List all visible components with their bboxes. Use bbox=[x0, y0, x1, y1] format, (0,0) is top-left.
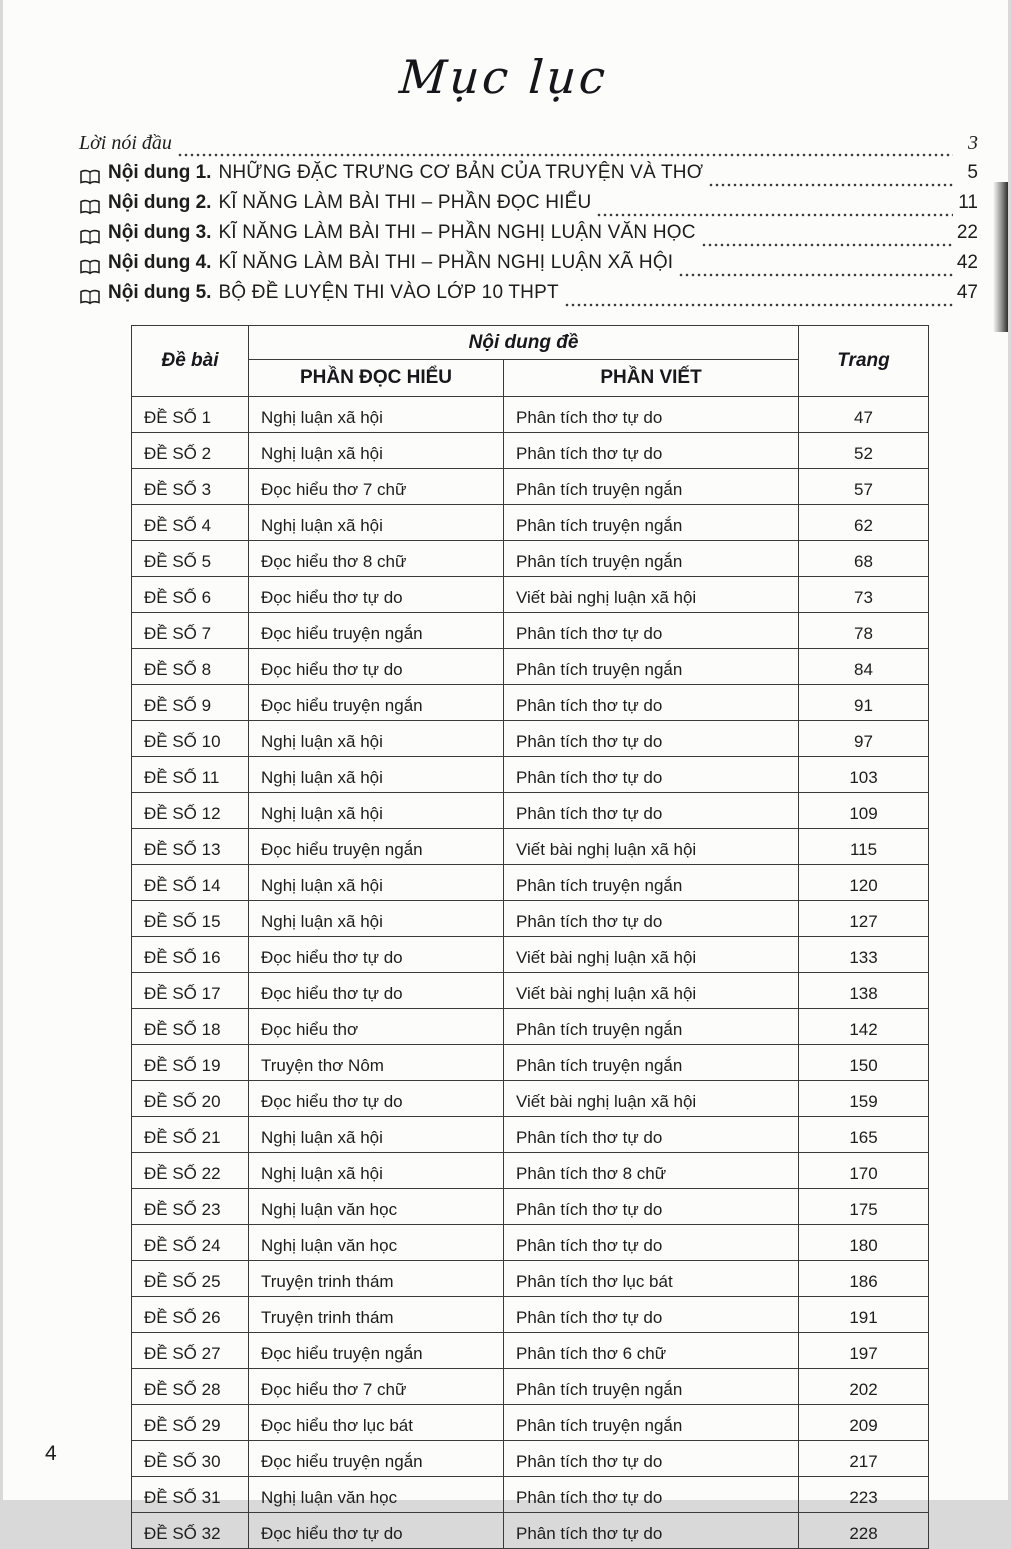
table-row bbox=[132, 793, 929, 829]
cell-de-so: ĐỀ SỐ 5 bbox=[132, 541, 249, 577]
cell-de-so: ĐỀ SỐ 3 bbox=[132, 469, 249, 505]
cell-phan-viet: Viết bài nghị luận xã hội bbox=[504, 937, 799, 973]
cell-phan-doc-hieu: Nghị luận xã hội bbox=[249, 505, 504, 541]
book-icon bbox=[79, 169, 103, 186]
cell-trang: 209 bbox=[799, 1405, 929, 1441]
cell-de-so: ĐỀ SỐ 26 bbox=[132, 1297, 249, 1333]
scan-edge-artifact bbox=[993, 182, 1008, 332]
table-row bbox=[132, 1225, 929, 1261]
cell-de-so: ĐỀ SỐ 32 bbox=[132, 1513, 249, 1549]
cell-phan-doc-hieu: Nghị luận xã hội bbox=[249, 397, 504, 433]
cell-phan-doc-hieu: Nghị luận xã hội bbox=[249, 865, 504, 901]
cell-trang: 103 bbox=[799, 757, 929, 793]
table-row bbox=[132, 1261, 929, 1297]
cell-trang: 228 bbox=[799, 1513, 929, 1549]
cell-phan-doc-hieu: Đọc hiểu thơ tự do bbox=[249, 973, 504, 1009]
table-row bbox=[132, 433, 929, 469]
cell-de-so: ĐỀ SỐ 22 bbox=[132, 1153, 249, 1189]
cell-de-so: ĐỀ SỐ 8 bbox=[132, 649, 249, 685]
dot-leader bbox=[564, 302, 953, 308]
toc-table-body bbox=[132, 397, 929, 1549]
header-noi-dung-de: Nội dung đề bbox=[249, 326, 799, 360]
cell-phan-doc-hieu: Đọc hiểu thơ 7 chữ bbox=[249, 469, 504, 505]
cell-phan-viet: Phân tích thơ lục bát bbox=[504, 1261, 799, 1297]
cell-phan-viet: Phân tích truyện ngắn bbox=[504, 649, 799, 685]
table-row bbox=[132, 541, 929, 577]
toc-entry-label: KĨ NĂNG LÀM BÀI THI – PHẦN NGHỊ LUẬN VĂN HỌC bbox=[218, 222, 696, 243]
cell-de-so: ĐỀ SỐ 6 bbox=[132, 577, 249, 613]
table-row bbox=[132, 577, 929, 613]
cell-phan-doc-hieu: Đọc hiểu thơ bbox=[249, 1009, 504, 1045]
cell-phan-viet: Phân tích truyện ngắn bbox=[504, 1009, 799, 1045]
cell-de-so: ĐỀ SỐ 28 bbox=[132, 1369, 249, 1405]
table-row bbox=[132, 397, 929, 433]
cell-phan-viet: Phân tích truyện ngắn bbox=[504, 505, 799, 541]
toc-entry-page: 11 bbox=[958, 192, 978, 213]
toc-entry-prefix: Nội dung 3. bbox=[108, 222, 212, 243]
toc-entry bbox=[79, 252, 978, 282]
table-row bbox=[132, 1513, 929, 1549]
cell-trang: 97 bbox=[799, 721, 929, 757]
cell-de-so: ĐỀ SỐ 16 bbox=[132, 937, 249, 973]
toc-entry-label: KĨ NĂNG LÀM BÀI THI – PHẦN NGHỊ LUẬN XÃ HỘI bbox=[218, 252, 674, 273]
book-icon-glyph bbox=[79, 169, 101, 186]
cell-trang: 127 bbox=[799, 901, 929, 937]
cell-de-so: ĐỀ SỐ 21 bbox=[132, 1117, 249, 1153]
table-row bbox=[132, 469, 929, 505]
toc-entry-prefix: Nội dung 1. bbox=[108, 162, 212, 183]
table-row bbox=[132, 937, 929, 973]
toc-intro-label: Lời nói đầu bbox=[79, 132, 172, 154]
book-icon bbox=[79, 199, 103, 216]
cell-trang: 197 bbox=[799, 1333, 929, 1369]
cell-phan-doc-hieu: Đọc hiểu thơ 8 chữ bbox=[249, 541, 504, 577]
dot-leader bbox=[596, 212, 953, 218]
page-number: 4 bbox=[45, 1442, 57, 1465]
cell-phan-viet: Phân tích thơ tự do bbox=[504, 1117, 799, 1153]
cell-phan-doc-hieu: Đọc hiểu thơ tự do bbox=[249, 1081, 504, 1117]
cell-phan-doc-hieu: Nghị luận văn học bbox=[249, 1477, 504, 1513]
header-phan-doc-hieu: PHẦN ĐỌC HIỂU bbox=[249, 360, 504, 397]
cell-trang: 191 bbox=[799, 1297, 929, 1333]
cell-phan-doc-hieu: Đọc hiểu truyện ngắn bbox=[249, 613, 504, 649]
cell-phan-viet: Phân tích thơ tự do bbox=[504, 685, 799, 721]
dot-leader bbox=[678, 272, 953, 278]
cell-phan-doc-hieu: Nghị luận xã hội bbox=[249, 757, 504, 793]
cell-de-so: ĐỀ SỐ 24 bbox=[132, 1225, 249, 1261]
cell-trang: 115 bbox=[799, 829, 929, 865]
table-row bbox=[132, 829, 929, 865]
table-row bbox=[132, 1117, 929, 1153]
cell-phan-viet: Phân tích truyện ngắn bbox=[504, 1369, 799, 1405]
toc-entry-prefix: Nội dung 4. bbox=[108, 252, 212, 273]
book-page bbox=[3, 0, 1008, 1543]
cell-phan-viet: Viết bài nghị luận xã hội bbox=[504, 973, 799, 1009]
table-row bbox=[132, 1009, 929, 1045]
table-row bbox=[132, 901, 929, 937]
table-row bbox=[132, 1441, 929, 1477]
cell-de-so: ĐỀ SỐ 15 bbox=[132, 901, 249, 937]
cell-trang: 62 bbox=[799, 505, 929, 541]
cell-de-so: ĐỀ SỐ 14 bbox=[132, 865, 249, 901]
cell-de-so: ĐỀ SỐ 13 bbox=[132, 829, 249, 865]
cell-trang: 52 bbox=[799, 433, 929, 469]
cell-phan-viet: Viết bài nghị luận xã hội bbox=[504, 1081, 799, 1117]
cell-trang: 186 bbox=[799, 1261, 929, 1297]
toc-list bbox=[79, 132, 978, 312]
cell-phan-viet: Viết bài nghị luận xã hội bbox=[504, 577, 799, 613]
page-title: Mục lục bbox=[397, 50, 610, 104]
cell-phan-viet: Phân tích thơ tự do bbox=[504, 757, 799, 793]
table-row bbox=[132, 757, 929, 793]
header-trang: Trang bbox=[799, 326, 929, 397]
cell-phan-doc-hieu: Nghị luận xã hội bbox=[249, 1117, 504, 1153]
table-row bbox=[132, 685, 929, 721]
toc-entry bbox=[79, 162, 978, 192]
toc-entry bbox=[79, 282, 978, 312]
cell-de-so: ĐỀ SỐ 31 bbox=[132, 1477, 249, 1513]
cell-phan-doc-hieu: Nghị luận xã hội bbox=[249, 1153, 504, 1189]
table-row bbox=[132, 973, 929, 1009]
toc-entry-page: 42 bbox=[956, 252, 978, 273]
cell-phan-viet: Phân tích thơ tự do bbox=[504, 901, 799, 937]
table-row bbox=[132, 1153, 929, 1189]
cell-de-so: ĐỀ SỐ 10 bbox=[132, 721, 249, 757]
cell-phan-viet: Phân tích thơ tự do bbox=[504, 1513, 799, 1549]
cell-trang: 180 bbox=[799, 1225, 929, 1261]
cell-phan-viet: Phân tích thơ tự do bbox=[504, 1441, 799, 1477]
book-icon-glyph bbox=[79, 229, 101, 246]
table-row bbox=[132, 613, 929, 649]
toc-entry-label: KĨ NĂNG LÀM BÀI THI – PHẦN ĐỌC HIỂU bbox=[218, 192, 592, 213]
cell-phan-doc-hieu: Nghị luận xã hội bbox=[249, 433, 504, 469]
cell-phan-doc-hieu: Đọc hiểu thơ 7 chữ bbox=[249, 1369, 504, 1405]
table-row bbox=[132, 1405, 929, 1441]
cell-phan-doc-hieu: Nghị luận xã hội bbox=[249, 793, 504, 829]
cell-trang: 57 bbox=[799, 469, 929, 505]
cell-trang: 73 bbox=[799, 577, 929, 613]
cell-trang: 91 bbox=[799, 685, 929, 721]
cell-phan-doc-hieu: Nghị luận xã hội bbox=[249, 721, 504, 757]
cell-trang: 217 bbox=[799, 1441, 929, 1477]
cell-de-so: ĐỀ SỐ 27 bbox=[132, 1333, 249, 1369]
table-row bbox=[132, 1477, 929, 1513]
cell-de-so: ĐỀ SỐ 4 bbox=[132, 505, 249, 541]
cell-phan-viet: Phân tích thơ tự do bbox=[504, 433, 799, 469]
cell-trang: 165 bbox=[799, 1117, 929, 1153]
table-row bbox=[132, 1369, 929, 1405]
table-row bbox=[132, 1333, 929, 1369]
cell-phan-doc-hieu: Nghị luận xã hội bbox=[249, 901, 504, 937]
cell-de-so: ĐỀ SỐ 17 bbox=[132, 973, 249, 1009]
table-row bbox=[132, 1189, 929, 1225]
cell-trang: 133 bbox=[799, 937, 929, 973]
cell-phan-viet: Phân tích thơ tự do bbox=[504, 1297, 799, 1333]
cell-phan-viet: Phân tích thơ tự do bbox=[504, 397, 799, 433]
toc-entry bbox=[79, 222, 978, 252]
toc-table bbox=[131, 325, 929, 1549]
cell-de-so: ĐỀ SỐ 29 bbox=[132, 1405, 249, 1441]
book-icon bbox=[79, 289, 103, 306]
cell-de-so: ĐỀ SỐ 25 bbox=[132, 1261, 249, 1297]
cell-phan-doc-hieu: Đọc hiểu truyện ngắn bbox=[249, 685, 504, 721]
toc-entry bbox=[79, 192, 978, 222]
cell-phan-viet: Phân tích thơ tự do bbox=[504, 1225, 799, 1261]
cell-trang: 109 bbox=[799, 793, 929, 829]
cell-phan-viet: Phân tích thơ tự do bbox=[504, 1189, 799, 1225]
toc-entry-label: BỘ ĐỀ LUYỆN THI VÀO LỚP 10 THPT bbox=[218, 282, 559, 303]
toc-entry-prefix: Nội dung 5. bbox=[108, 282, 212, 303]
cell-phan-doc-hieu: Đọc hiểu truyện ngắn bbox=[249, 829, 504, 865]
dot-leader bbox=[177, 152, 953, 158]
cell-trang: 78 bbox=[799, 613, 929, 649]
toc-entry-prefix: Nội dung 2. bbox=[108, 192, 212, 213]
cell-phan-viet: Phân tích truyện ngắn bbox=[504, 1405, 799, 1441]
toc-entry-page: 47 bbox=[956, 282, 978, 303]
cell-phan-viet: Phân tích truyện ngắn bbox=[504, 469, 799, 505]
cell-phan-doc-hieu: Đọc hiểu thơ tự do bbox=[249, 649, 504, 685]
cell-trang: 47 bbox=[799, 397, 929, 433]
cell-de-so: ĐỀ SỐ 11 bbox=[132, 757, 249, 793]
cell-de-so: ĐỀ SỐ 1 bbox=[132, 397, 249, 433]
toc-intro-page: 3 bbox=[968, 132, 978, 154]
cell-trang: 170 bbox=[799, 1153, 929, 1189]
table-row bbox=[132, 865, 929, 901]
table-row bbox=[132, 1081, 929, 1117]
cell-phan-doc-hieu: Nghị luận văn học bbox=[249, 1225, 504, 1261]
cell-phan-doc-hieu: Đọc hiểu thơ tự do bbox=[249, 937, 504, 973]
book-icon-glyph bbox=[79, 289, 101, 306]
cell-trang: 138 bbox=[799, 973, 929, 1009]
cell-phan-doc-hieu: Đọc hiểu thơ tự do bbox=[249, 577, 504, 613]
cell-phan-doc-hieu: Truyện trinh thám bbox=[249, 1297, 504, 1333]
cell-phan-doc-hieu: Đọc hiểu truyện ngắn bbox=[249, 1441, 504, 1477]
table-row bbox=[132, 505, 929, 541]
cell-trang: 223 bbox=[799, 1477, 929, 1513]
cell-phan-viet: Phân tích thơ tự do bbox=[504, 721, 799, 757]
cell-de-so: ĐỀ SỐ 30 bbox=[132, 1441, 249, 1477]
header-phan-viet: PHẦN VIẾT bbox=[504, 360, 799, 397]
cell-de-so: ĐỀ SỐ 12 bbox=[132, 793, 249, 829]
cell-phan-doc-hieu: Truyện thơ Nôm bbox=[249, 1045, 504, 1081]
cell-de-so: ĐỀ SỐ 7 bbox=[132, 613, 249, 649]
book-icon bbox=[79, 259, 103, 276]
table-row bbox=[132, 1045, 929, 1081]
cell-de-so: ĐỀ SỐ 19 bbox=[132, 1045, 249, 1081]
cell-phan-viet: Phân tích truyện ngắn bbox=[504, 1045, 799, 1081]
cell-trang: 150 bbox=[799, 1045, 929, 1081]
cell-trang: 202 bbox=[799, 1369, 929, 1405]
cell-phan-viet: Phân tích truyện ngắn bbox=[504, 865, 799, 901]
cell-phan-viet: Phân tích truyện ngắn bbox=[504, 541, 799, 577]
table-row bbox=[132, 1297, 929, 1333]
cell-phan-doc-hieu: Nghị luận văn học bbox=[249, 1189, 504, 1225]
header-de-bai: Đề bài bbox=[132, 326, 249, 397]
cell-phan-viet: Phân tích thơ tự do bbox=[504, 1477, 799, 1513]
cell-de-so: ĐỀ SỐ 23 bbox=[132, 1189, 249, 1225]
cell-phan-viet: Viết bài nghị luận xã hội bbox=[504, 829, 799, 865]
cell-trang: 142 bbox=[799, 1009, 929, 1045]
table-row bbox=[132, 721, 929, 757]
table-row bbox=[132, 649, 929, 685]
book-icon-glyph bbox=[79, 199, 101, 216]
dot-leader bbox=[701, 242, 953, 248]
toc-entry-page: 5 bbox=[967, 162, 978, 183]
cell-de-so: ĐỀ SỐ 20 bbox=[132, 1081, 249, 1117]
cell-trang: 84 bbox=[799, 649, 929, 685]
cell-de-so: ĐỀ SỐ 9 bbox=[132, 685, 249, 721]
book-icon bbox=[79, 229, 103, 246]
cell-de-so: ĐỀ SỐ 18 bbox=[132, 1009, 249, 1045]
cell-phan-viet: Phân tích thơ tự do bbox=[504, 793, 799, 829]
toc-entry-page: 22 bbox=[956, 222, 978, 243]
book-icon-glyph bbox=[79, 259, 101, 276]
cell-phan-viet: Phân tích thơ 8 chữ bbox=[504, 1153, 799, 1189]
cell-phan-doc-hieu: Đọc hiểu truyện ngắn bbox=[249, 1333, 504, 1369]
cell-phan-viet: Phân tích thơ 6 chữ bbox=[504, 1333, 799, 1369]
toc-intro bbox=[79, 132, 978, 162]
cell-trang: 159 bbox=[799, 1081, 929, 1117]
cell-phan-doc-hieu: Đọc hiểu thơ tự do bbox=[249, 1513, 504, 1549]
cell-phan-doc-hieu: Truyện trinh thám bbox=[249, 1261, 504, 1297]
cell-phan-viet: Phân tích thơ tự do bbox=[504, 613, 799, 649]
cell-de-so: ĐỀ SỐ 2 bbox=[132, 433, 249, 469]
cell-trang: 120 bbox=[799, 865, 929, 901]
dot-leader bbox=[708, 182, 953, 188]
cell-trang: 175 bbox=[799, 1189, 929, 1225]
toc-entry-label: NHỮNG ĐẶC TRƯNG CƠ BẢN CỦA TRUYỆN VÀ THƠ bbox=[218, 162, 704, 183]
cell-trang: 68 bbox=[799, 541, 929, 577]
cell-phan-doc-hieu: Đọc hiểu thơ lục bát bbox=[249, 1405, 504, 1441]
